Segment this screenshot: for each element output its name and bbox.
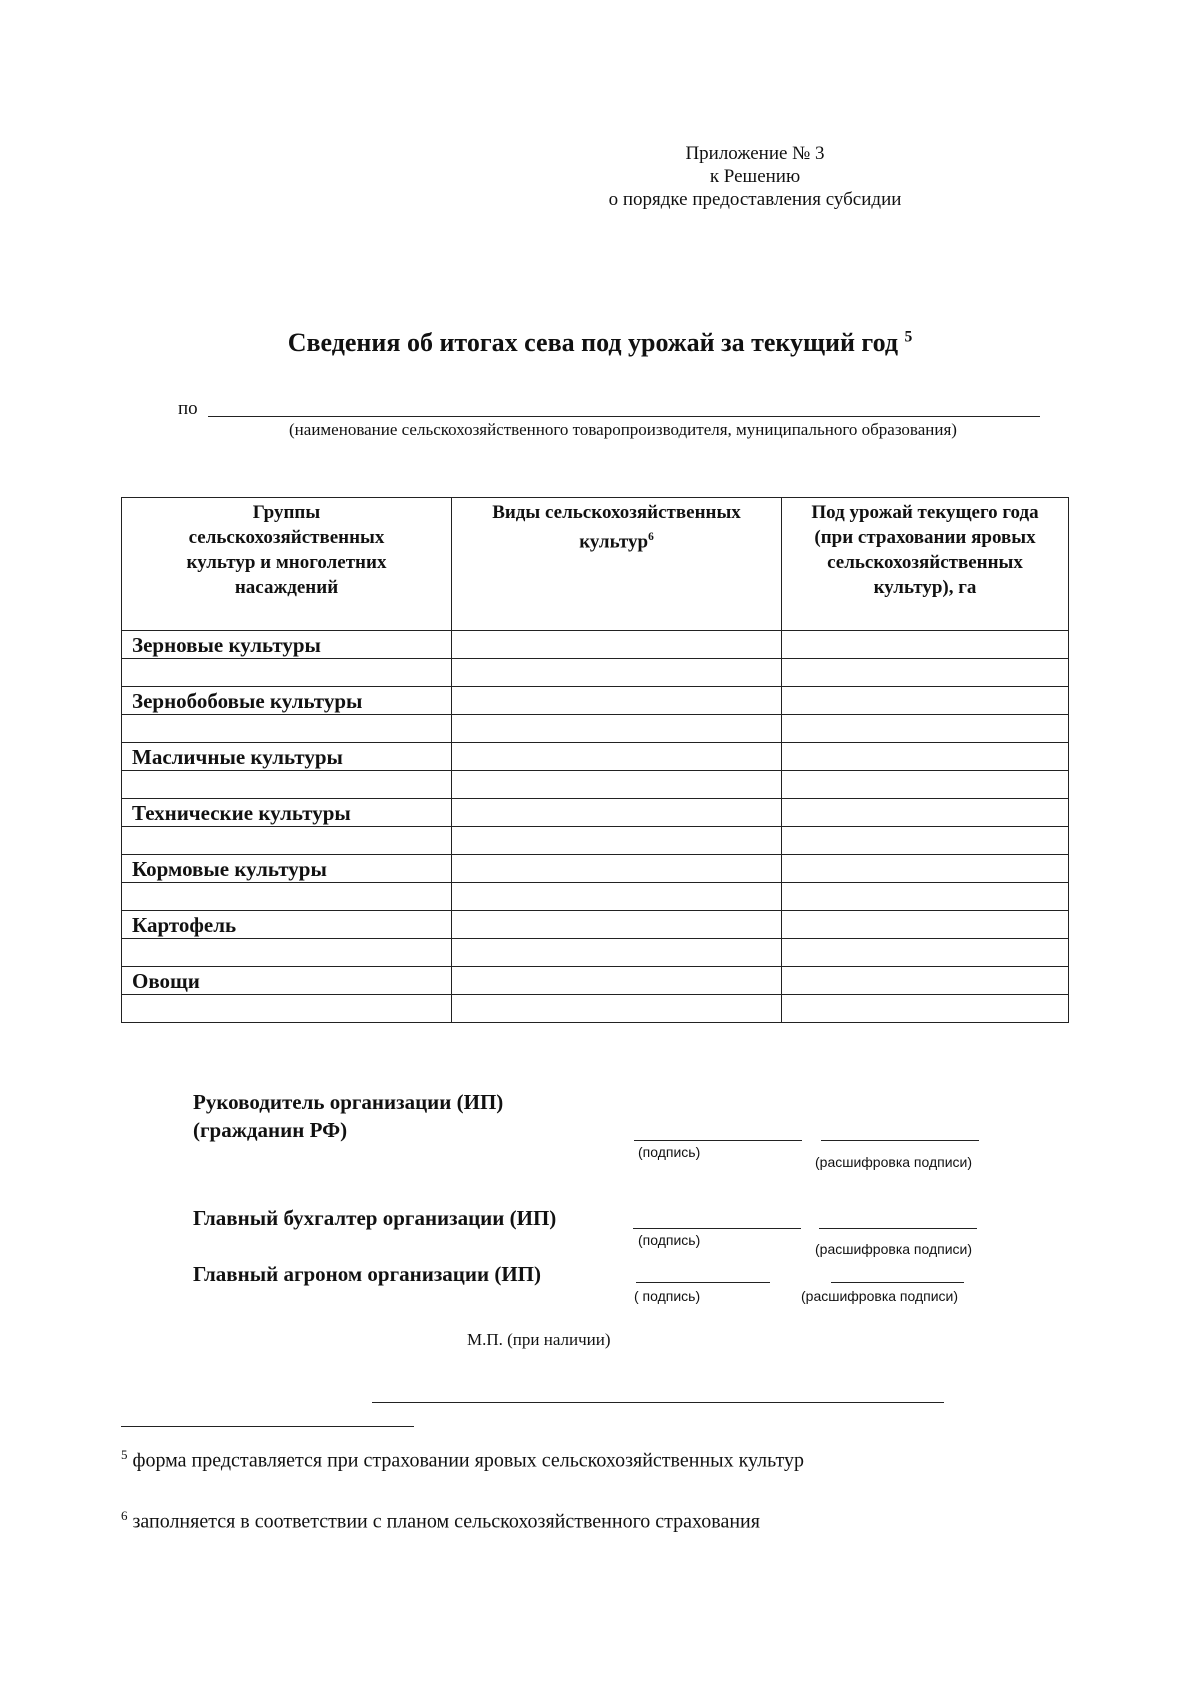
crop-type-cell[interactable] <box>452 743 782 771</box>
crop-type-cell[interactable] <box>452 799 782 827</box>
crop-type-cell[interactable] <box>452 883 782 911</box>
separator-line <box>372 1402 944 1403</box>
header-area: Под урожай текущего года (при страховании яровых сельскохозяйственных культур), га <box>782 498 1069 631</box>
agronomist-signature-caption: ( подпись) <box>634 1288 701 1304</box>
group-sub-cell[interactable] <box>122 827 452 855</box>
header-footnote-ref: 6 <box>648 531 654 543</box>
title-footnote-ref: 5 <box>904 328 913 346</box>
area-cell[interactable] <box>782 855 1069 883</box>
crop-type-cell[interactable] <box>452 967 782 995</box>
document-title-text: Сведения об итогах сева под урожай за текущий год <box>287 328 898 357</box>
producer-name-field[interactable] <box>208 416 1040 417</box>
footnote-6-text: заполняется в соответствии с планом сельскохозяйственного страхования <box>132 1510 760 1533</box>
stamp-label: М.П. (при наличии) <box>467 1330 611 1349</box>
group-sub-cell[interactable] <box>122 995 452 1023</box>
sowing-results-table <box>121 497 1069 1023</box>
accountant-decode-caption: (расшифровка подписи) <box>815 1241 973 1257</box>
table-row <box>122 855 1069 883</box>
group-sub-cell[interactable] <box>122 771 452 799</box>
appendix-subject: о порядке предоставления субсидии <box>608 189 902 210</box>
table-row <box>122 939 1069 967</box>
group-sub-cell[interactable] <box>122 883 452 911</box>
area-cell[interactable] <box>782 939 1069 967</box>
area-cell[interactable] <box>782 687 1069 715</box>
area-cell[interactable] <box>782 659 1069 687</box>
head-signature-line[interactable] <box>634 1140 802 1141</box>
group-name-cell: Зернобобовые культуры <box>122 687 452 715</box>
area-cell[interactable] <box>782 995 1069 1023</box>
table-row <box>122 911 1069 939</box>
producer-name-caption: (наименование сельскохозяйственного товаропроизводителя, муниципального образования) <box>289 420 957 439</box>
accountant-signature-line[interactable] <box>633 1228 801 1229</box>
area-cell[interactable] <box>782 743 1069 771</box>
area-cell[interactable] <box>782 827 1069 855</box>
table-row <box>122 799 1069 827</box>
area-cell[interactable] <box>782 799 1069 827</box>
group-name-cell: Зерновые культуры <box>122 631 452 659</box>
crop-type-cell[interactable] <box>452 855 782 883</box>
crop-type-cell[interactable] <box>452 715 782 743</box>
head-signature-label-2: (гражданин РФ) <box>193 1118 348 1142</box>
footnote-5-number: 5 <box>121 1447 128 1462</box>
head-signature-caption: (подпись) <box>638 1144 701 1160</box>
footnote-6 <box>121 1508 760 1534</box>
area-cell[interactable] <box>782 911 1069 939</box>
group-sub-cell[interactable] <box>122 715 452 743</box>
crop-type-cell[interactable] <box>452 771 782 799</box>
group-name-cell: Технические культуры <box>122 799 452 827</box>
head-signature-label-1: Руководитель организации (ИП) <box>193 1090 504 1114</box>
footnote-5 <box>121 1447 804 1473</box>
table-row <box>122 631 1069 659</box>
group-name-cell: Кормовые культуры <box>122 855 452 883</box>
crop-type-cell[interactable] <box>452 939 782 967</box>
appendix-number: Приложение № 3 <box>685 143 825 164</box>
group-name-cell: Картофель <box>122 911 452 939</box>
area-cell[interactable] <box>782 771 1069 799</box>
accountant-decode-line[interactable] <box>819 1228 977 1229</box>
head-decode-caption: (расшифровка подписи) <box>815 1154 973 1170</box>
group-sub-cell[interactable] <box>122 939 452 967</box>
area-cell[interactable] <box>782 883 1069 911</box>
agronomist-decode-line[interactable] <box>831 1282 964 1283</box>
agronomist-decode-caption: (расшифровка подписи) <box>801 1288 959 1304</box>
table-row <box>122 687 1069 715</box>
crop-type-cell[interactable] <box>452 827 782 855</box>
document-title <box>100 328 1100 358</box>
agronomist-signature-label: Главный агроном организации (ИП) <box>193 1262 541 1286</box>
crop-type-cell[interactable] <box>452 659 782 687</box>
header-crop-types: Виды сельскохозяйственных культур$^6$ <box>452 498 782 631</box>
area-cell[interactable] <box>782 631 1069 659</box>
crop-type-cell[interactable] <box>452 687 782 715</box>
header-groups: Группы сельскохозяйственных культур и многолетних насаждений <box>122 498 452 631</box>
table-row <box>122 995 1069 1023</box>
appendix-ref: к Решению <box>709 166 801 187</box>
table-row <box>122 659 1069 687</box>
agronomist-signature-line[interactable] <box>636 1282 770 1283</box>
table-row <box>122 715 1069 743</box>
crop-type-cell[interactable] <box>452 995 782 1023</box>
head-decode-line[interactable] <box>821 1140 979 1141</box>
table-header-row <box>122 498 1069 631</box>
crop-type-cell[interactable] <box>452 911 782 939</box>
crop-type-cell[interactable] <box>452 631 782 659</box>
area-cell[interactable] <box>782 967 1069 995</box>
group-name-cell: Масличные культуры <box>122 743 452 771</box>
group-name-cell: Овощи <box>122 967 452 995</box>
table-row <box>122 771 1069 799</box>
accountant-signature-label: Главный бухгалтер организации (ИП) <box>193 1206 557 1230</box>
group-sub-cell[interactable] <box>122 659 452 687</box>
footnote-6-number: 6 <box>121 1508 128 1523</box>
appendix-header <box>560 142 950 211</box>
table-row <box>122 827 1069 855</box>
table-row <box>122 743 1069 771</box>
footnote-separator <box>121 1426 414 1427</box>
footnote-5-text: форма представляется при страховании яровых сельскохозяйственных культур <box>132 1449 804 1472</box>
table-row <box>122 967 1069 995</box>
accountant-signature-caption: (подпись) <box>638 1232 701 1248</box>
table-row <box>122 883 1069 911</box>
po-label: по <box>178 398 198 419</box>
area-cell[interactable] <box>782 715 1069 743</box>
